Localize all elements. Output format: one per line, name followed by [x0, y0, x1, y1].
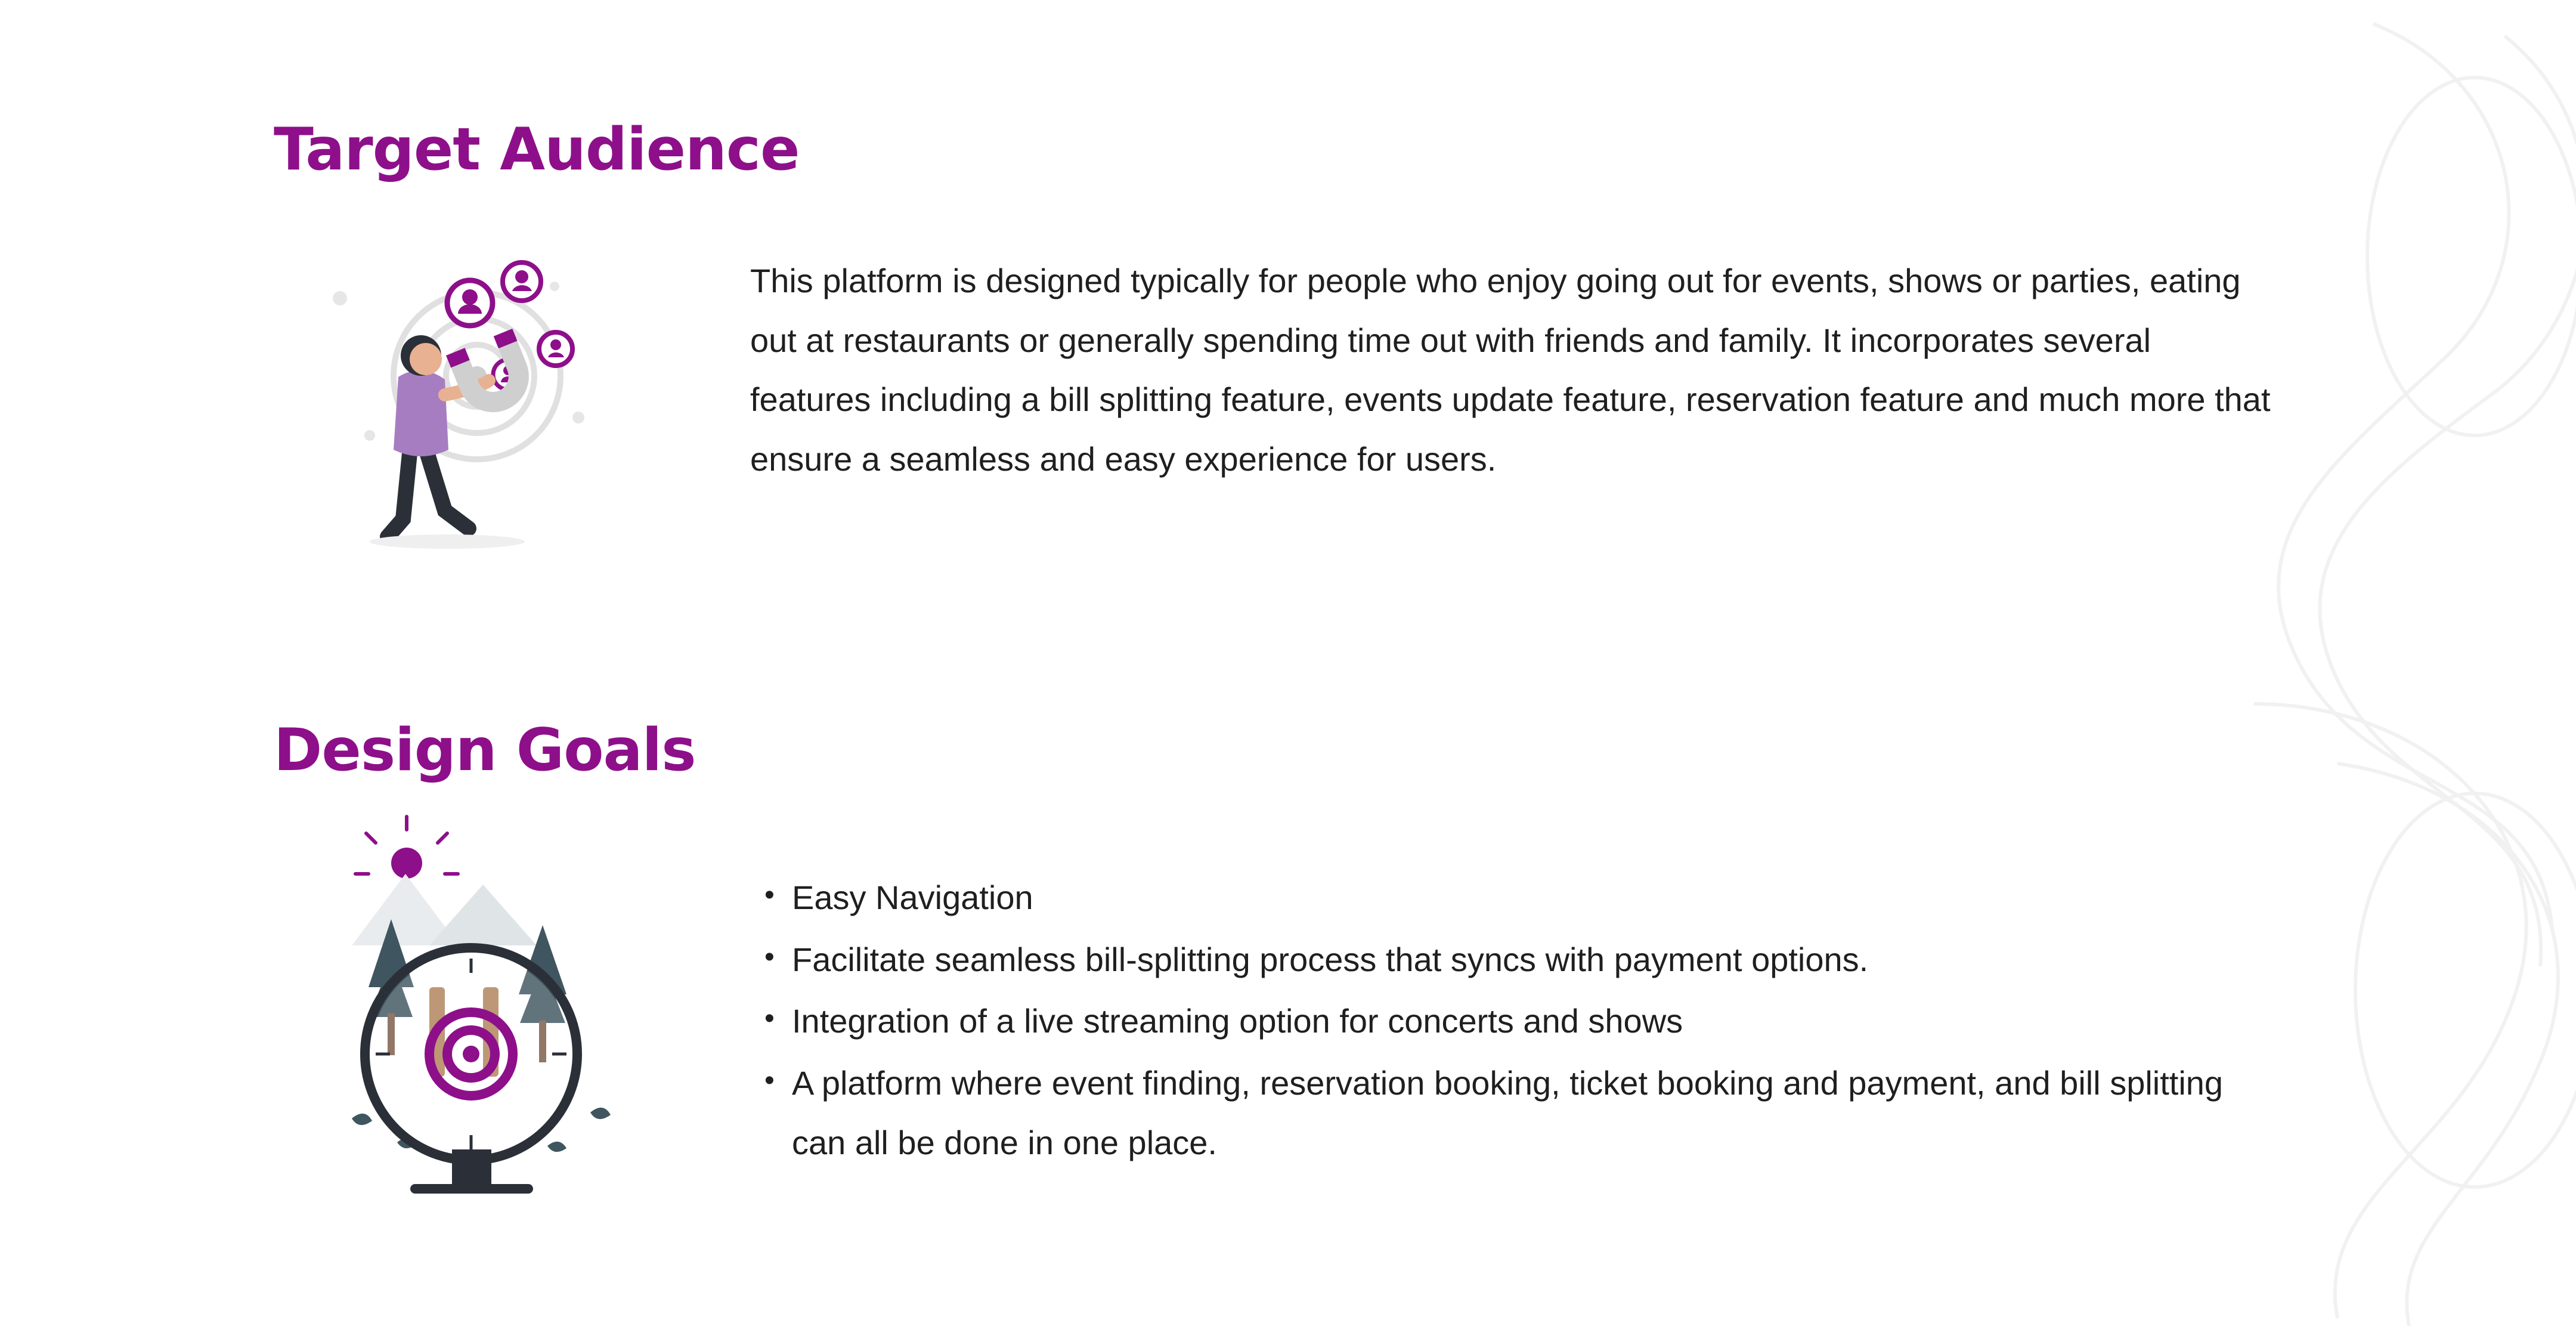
design-goals-list	[750, 868, 2235, 1174]
list-item: • Easy Navigation	[792, 868, 2235, 928]
list-item: • A platform where event finding, reservation booking, ticket booking and payment, and bill splitting can all be done in one place.	[792, 1053, 2235, 1172]
design-goals-illustration	[280, 808, 662, 1196]
page-title-target-audience: Target Audience	[274, 115, 800, 184]
list-item: • Integration of a live streaming option for concerts and shows	[792, 991, 2235, 1051]
page-title-design-goals: Design Goals	[274, 716, 696, 784]
target-audience-illustration	[298, 239, 632, 555]
target-audience-paragraph: This platform is designed typically for people who enjoy going out for events, shows or parties, eating out at restaurants or generally spending time out with friends and family. It incorporates several features including a bill splitting feature, events update feature, reservation feature and much more that ensure a seamless and easy experience for users.	[750, 262, 2271, 478]
list-item: • Facilitate seamless bill-splitting process that syncs with payment options.	[792, 930, 2235, 990]
